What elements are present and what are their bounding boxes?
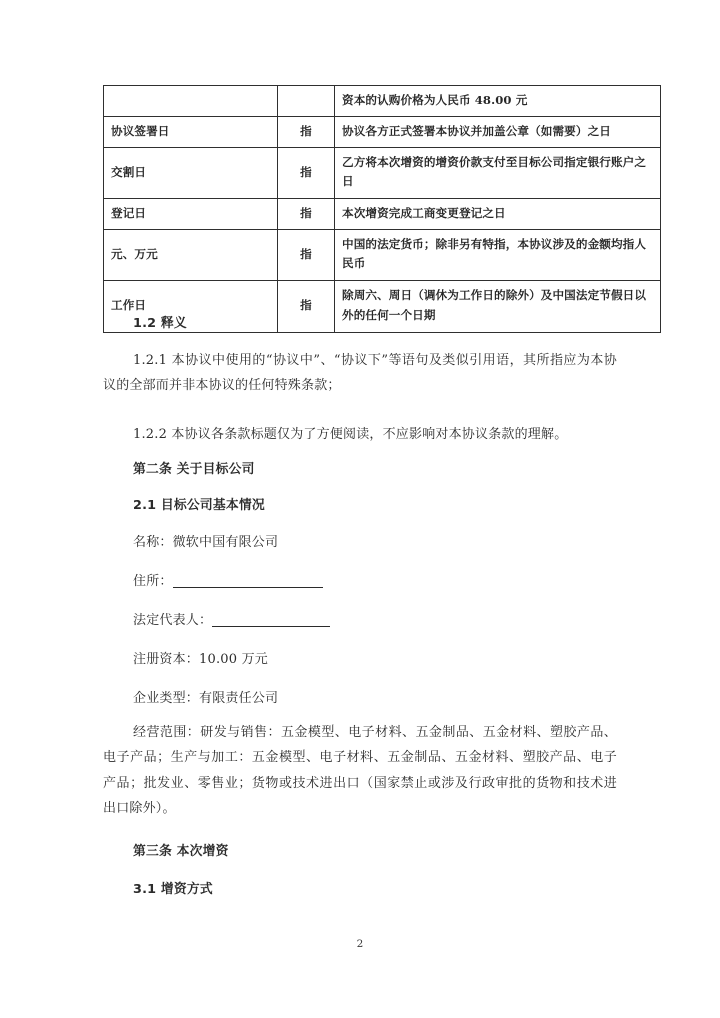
table-row xyxy=(104,198,661,229)
definition-term: 登记日 xyxy=(104,198,278,229)
legal-representative-blank[interactable] xyxy=(212,626,330,627)
table-row xyxy=(104,86,661,117)
field-company-type xyxy=(103,686,647,711)
field-value: 10.00 万元 xyxy=(199,652,268,667)
definition-description: 除周六、周日（调休为工作日的除外）及中国法定节假日以外的任何一个日期 xyxy=(335,281,661,332)
field-label: 注册资本： xyxy=(133,652,200,667)
definition-term: 交割日 xyxy=(104,147,278,198)
definition-description: 中国的法定货币；除非另有特指，本协议涉及的金额均指人民币 xyxy=(335,229,661,280)
table-row xyxy=(104,116,661,147)
definitions-table xyxy=(103,85,661,333)
definition-term xyxy=(104,86,278,117)
paragraph-1-2-1: 1.2.1 本协议中使用的“协议中”、“协议下”等语句及类似引用语，其所指应为本协议的全部而并非本协议的任何特殊条款； xyxy=(103,353,617,394)
page-number: 2 xyxy=(356,938,364,950)
section-heading-article-3: 第三条 本次增资 xyxy=(133,844,229,859)
definition-description: 乙方将本次增资的增资价款支付至目标公司指定银行账户之日 xyxy=(335,147,661,198)
definition-relation: 指 xyxy=(278,198,335,229)
definition-relation: 指 xyxy=(278,147,335,198)
definition-description: 本次增资完成工商变更登记之日 xyxy=(335,198,661,229)
definition-description: 协议各方正式签署本协议并加盖公章（如需要）之日 xyxy=(335,116,661,147)
field-company-name xyxy=(103,530,647,555)
definition-term: 协议签署日 xyxy=(104,116,278,147)
field-label: 名称： xyxy=(133,535,173,550)
definition-term: 元、万元 xyxy=(104,229,278,280)
field-label: 法定代表人： xyxy=(133,613,213,628)
definitions-table-body xyxy=(104,86,661,333)
paragraph-business-scope: 经营范围：研发与销售：五金模型、电子材料、五金制品、五金材料、塑胶产品、电子产品；生产与加工：五金模型、电子材料、五金制品、五金材料、塑胶产品、电子产品；批发业、零售业；货物或技术进出口（国家禁止或涉及行政审批的货物和技术进出口除外）。 xyxy=(103,725,617,817)
definition-description: 资本的认购价格为人民币 48.00 元 xyxy=(335,86,661,117)
definition-relation: 指 xyxy=(278,229,335,280)
field-value: 有限责任公司 xyxy=(199,691,279,706)
section-heading-3-1: 3.1 增资方式 xyxy=(133,882,213,897)
field-registered-capital xyxy=(103,647,647,672)
definition-term: 工作日 xyxy=(104,281,278,332)
table-row xyxy=(104,229,661,280)
definition-relation: 指 xyxy=(278,281,335,332)
definition-relation: 指 xyxy=(278,116,335,147)
field-label: 住所： xyxy=(133,574,173,589)
field-value: 微软中国有限公司 xyxy=(172,535,279,550)
paragraph-1-2-2: 1.2.2 本协议各条款标题仅为了方便阅读，不应影响对本协议条款的理解。 xyxy=(133,427,568,442)
section-heading-2-1: 2.1 目标公司基本情况 xyxy=(133,498,265,513)
company-address-blank[interactable] xyxy=(173,587,323,588)
field-legal-representative xyxy=(103,608,647,633)
section-heading-article-2: 第二条 关于目标公司 xyxy=(133,462,255,477)
table-row xyxy=(104,147,661,198)
section-heading-1-2: 1.2 释义 xyxy=(133,316,187,331)
definition-relation xyxy=(278,86,335,117)
field-label: 企业类型： xyxy=(133,691,200,706)
field-company-address xyxy=(103,569,647,594)
